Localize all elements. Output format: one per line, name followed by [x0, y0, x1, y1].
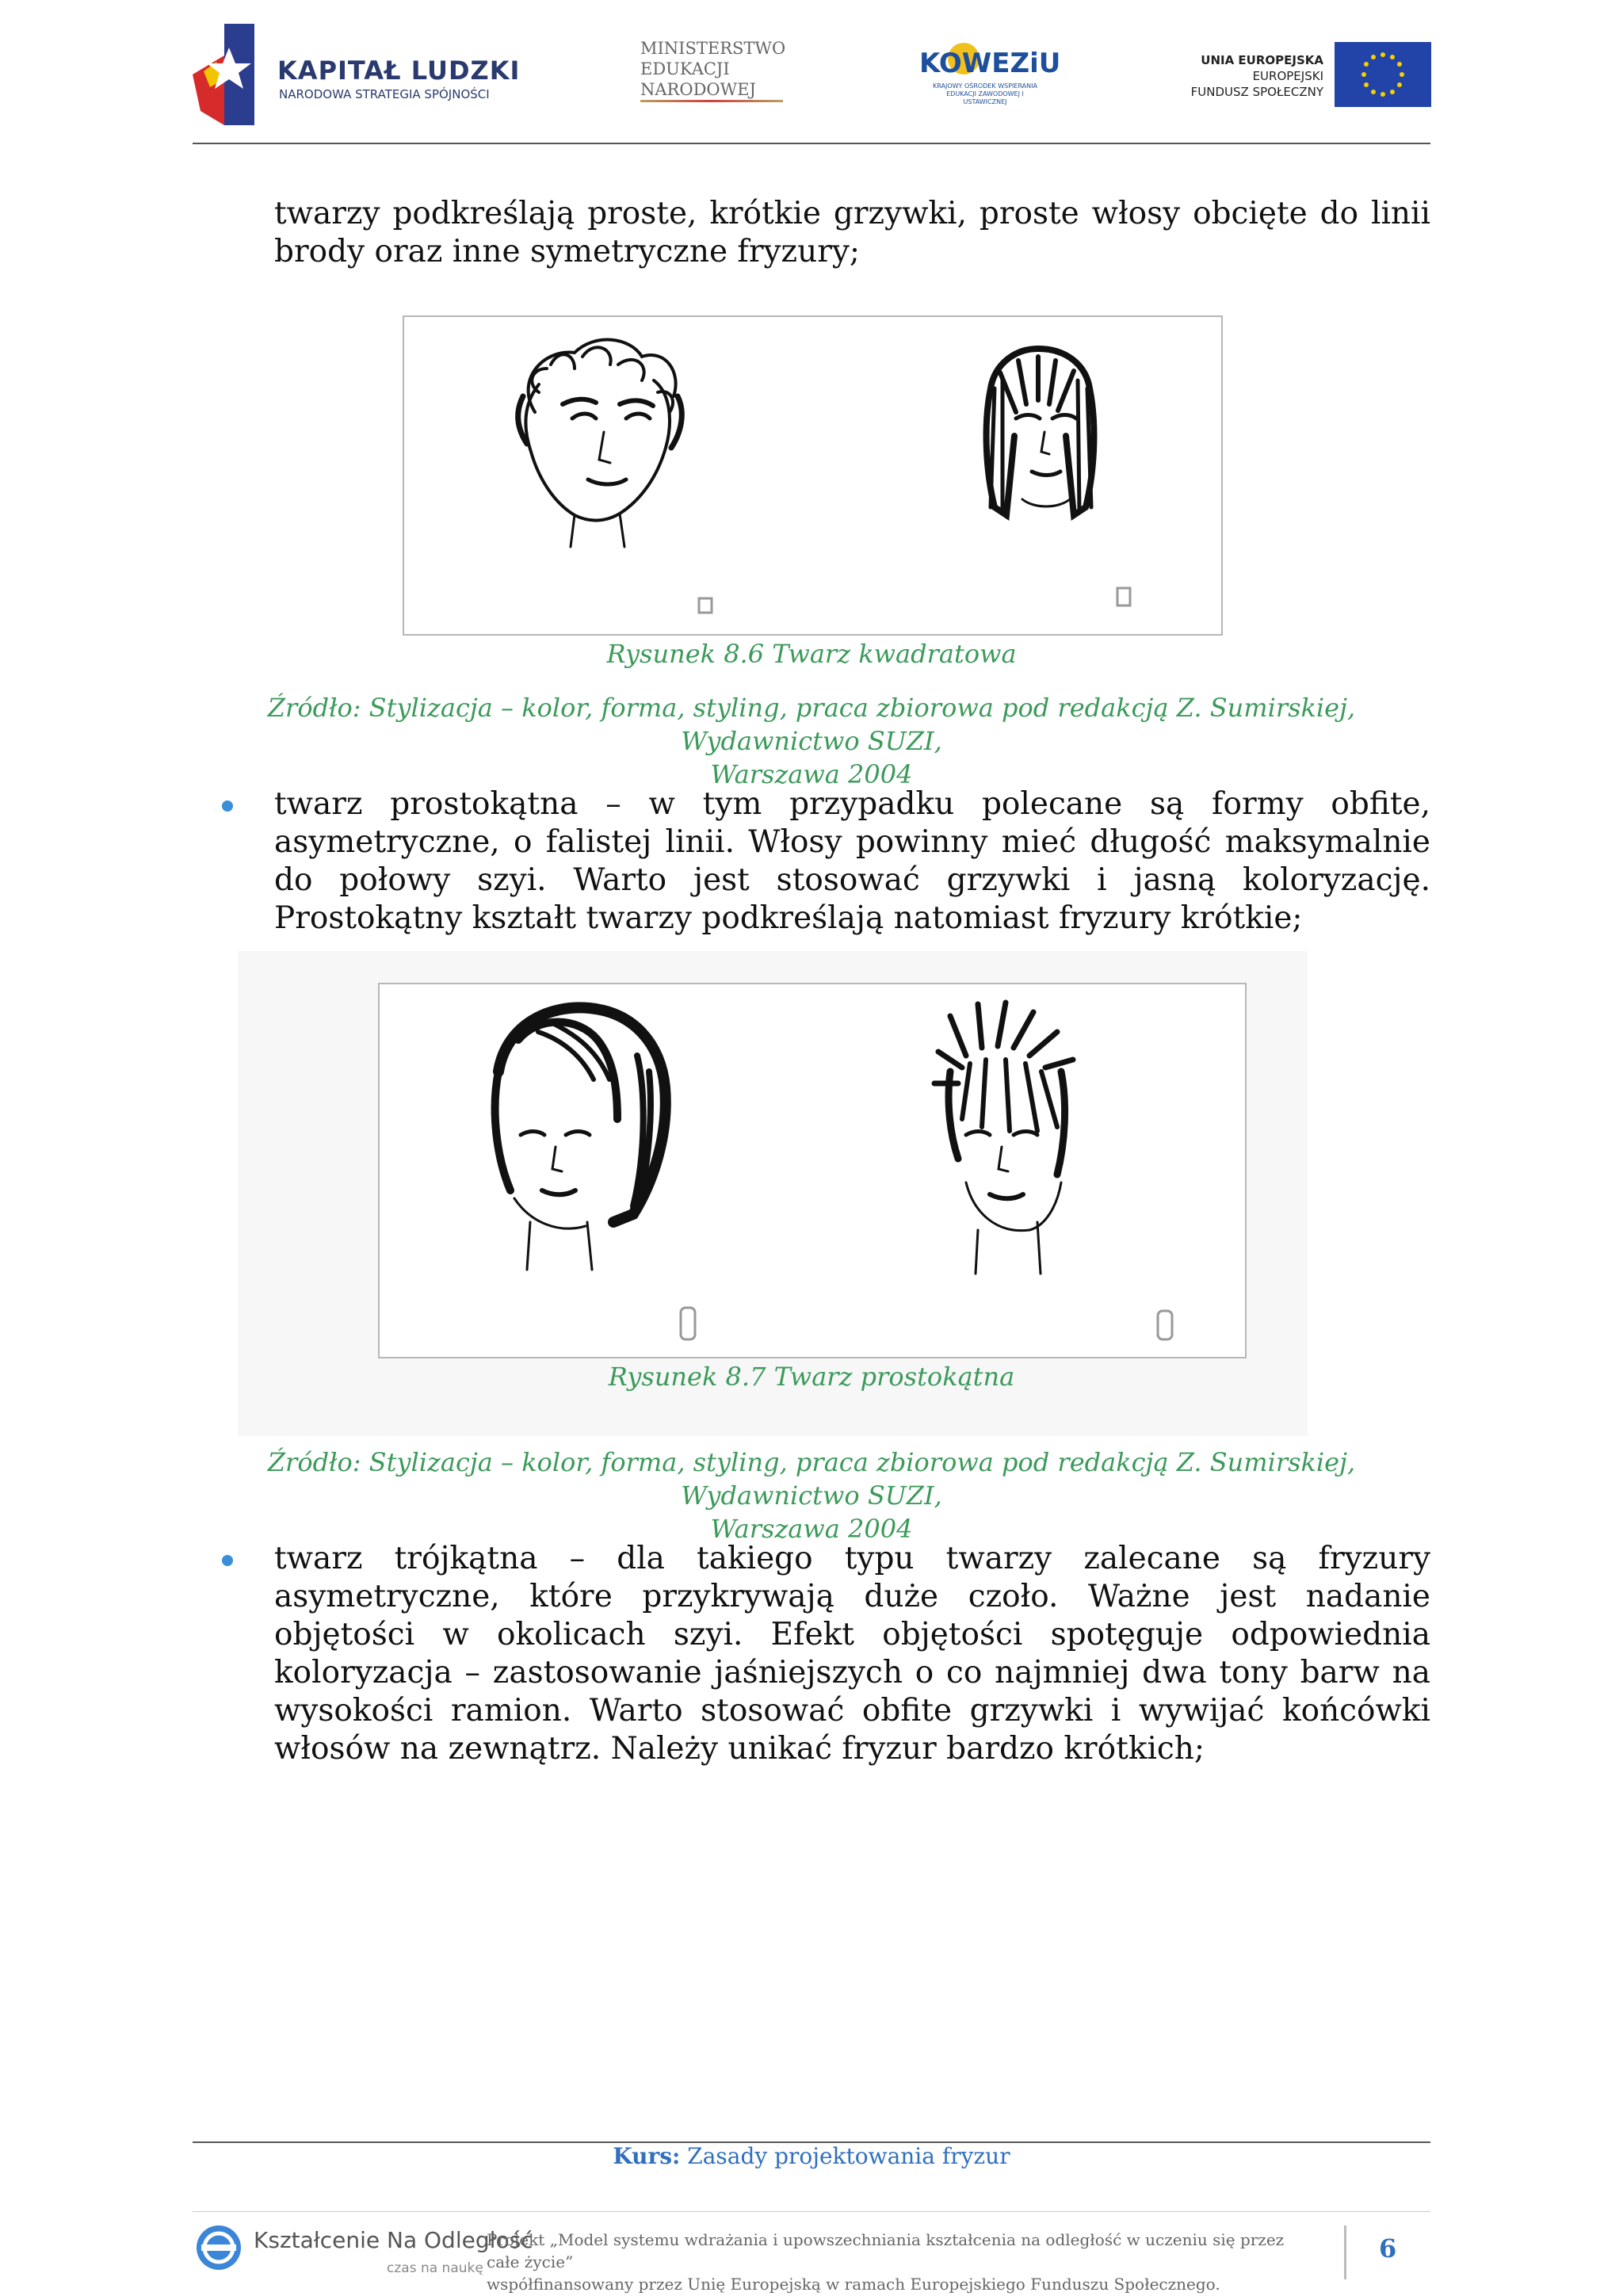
- source-line-2: Warszawa 2004: [710, 759, 913, 789]
- eu-flag-icon: [1335, 42, 1431, 107]
- bullet-triangular-face: twarz trójkątna – dla takiego typu twarzy zalecane są fryzury asymetryczne, które przykrywają duże czoło. Ważne jest nadanie objętości w okolicach szyi. Efekt objętości spotęguje odpowiednia koloryzacja – zastosowanie jaśniejszych o co najmniej dwa tony barw na wysokości ramion. Warto stosować obfite grzywki i wywijać końcówki włosów na zewnątrz. Należy unikać fryzur bardzo krótkich;: [274, 1541, 1430, 1767]
- figure-caption-8-7: Rysunek 8.7 Twarz prostokątna: [608, 1362, 1015, 1392]
- ue-line-1: UNIA EUROPEJSKA: [1201, 53, 1323, 67]
- footer-separator: [1344, 2225, 1346, 2279]
- figure-source-8-6: [193, 691, 1430, 791]
- figure-source-8-7: [193, 1446, 1430, 1545]
- men-line-1: MINISTERSTWO: [640, 39, 786, 58]
- project-line-1: Projekt „Model systemu wdrażania i upowszechniania kształcenia na odległość w uczeniu się przez całe życie”: [487, 2230, 1285, 2271]
- project-note: [487, 2229, 1311, 2295]
- kowezu-logo-subtitle: KRAJOWY OŚRODEK WSPIERANIA EDUKACJI ZAWODOWEJ I USTAWICZNEJ: [933, 82, 1037, 105]
- figure-square-face: [403, 315, 1223, 636]
- kno-logo-subtitle: czas na naukę: [387, 2260, 483, 2276]
- rectangular-face-spiky-hair-drawing: [934, 1003, 1073, 1274]
- footer-divider-2: [193, 2211, 1430, 2212]
- course-line: [193, 2141, 1430, 2172]
- ue-line-2: EUROPEJSKI: [1252, 69, 1323, 83]
- page-header: [0, 0, 1623, 144]
- kapital-ludzki-logo-icon: [193, 24, 254, 125]
- square-face-drawings: [404, 317, 1221, 634]
- men-line-2: EDUKACJI: [640, 59, 730, 78]
- ue-logo-text: [1181, 52, 1323, 100]
- header-divider: [193, 143, 1430, 144]
- project-line-2: współfinansowany przez Unię Europejską w ramach Europejskiego Funduszu Społecznego.: [487, 2275, 1220, 2294]
- kapital-ludzki-title: KAPITAŁ LUDZKI: [277, 55, 521, 86]
- men-line-3: NARODOWEJ: [640, 80, 756, 99]
- rectangular-face-bob-drawing: [495, 1007, 666, 1270]
- bullet-dot-icon: [222, 1555, 233, 1566]
- men-logo-underline: [640, 100, 783, 102]
- figure-caption-8-6: Rysunek 8.6 Twarz kwadratowa: [606, 639, 1017, 669]
- men-logo: [640, 38, 785, 100]
- bullet-dot-icon: [222, 800, 233, 812]
- rectangular-face-drawings: [380, 984, 1245, 1357]
- figure-rectangular-face: [378, 983, 1247, 1358]
- ue-line-3: FUNDUSZ SPOŁECZNY: [1190, 85, 1323, 99]
- kapital-ludzki-subtitle: NARODOWA STRATEGIA SPÓJNOŚCI: [279, 87, 490, 101]
- source-line-2: Warszawa 2004: [710, 1514, 913, 1544]
- page-number: 6: [1379, 2233, 1397, 2264]
- kowezu-logo-title: KOWEZiU: [919, 48, 1061, 79]
- intro-paragraph: twarzy podkreślają proste, krótkie grzywki, proste włosy obcięte do linii brody oraz inne symetryczne fryzury;: [274, 196, 1430, 269]
- course-name: Zasady projektowania fryzur: [687, 2143, 1010, 2169]
- kno-logo-icon: [195, 2224, 242, 2271]
- square-face-bob-drawing: [987, 349, 1094, 515]
- square-face-curly-hair-drawing: [518, 340, 682, 547]
- source-line-1: Źródło: Stylizacja – kolor, forma, styling, praca zbiorowa pod redakcją Z. Sumirskiej, Wydawnictwo SUZI,: [267, 1447, 1356, 1511]
- bullet-rectangular-face: twarz prostokątna – w tym przypadku polecane są formy obfite, asymetryczne, o falistej linii. Włosy powinny mieć długość maksymalnie do połowy szyi. Warto jest stosować grzywki i jasną koloryzację. Prostokątny kształt twarzy podkreślają natomiast fryzury krótkie;: [274, 786, 1430, 936]
- source-line-1: Źródło: Stylizacja – kolor, forma, styling, praca zbiorowa pod redakcją Z. Sumirskiej, Wydawnictwo SUZI,: [267, 693, 1356, 756]
- course-label: Kurs:: [613, 2143, 681, 2169]
- kno-logo-title: Kształcenie Na Odległość: [254, 2227, 533, 2253]
